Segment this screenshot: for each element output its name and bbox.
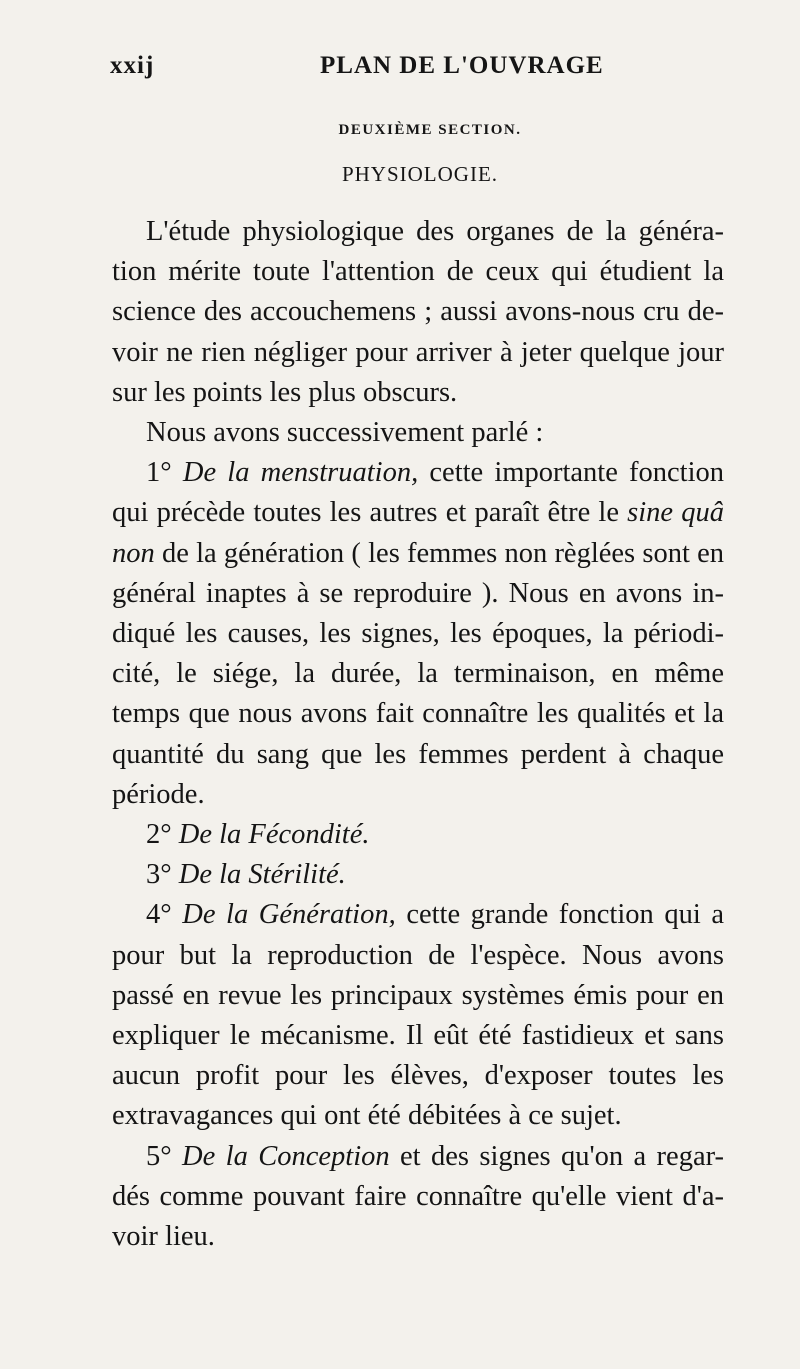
item-number: 5° [146,1140,172,1172]
item-title: De la Génération, [182,899,396,931]
item-title: De la Fécondité. [178,819,370,851]
item-title: De la Conception [182,1140,390,1172]
page-number: xxij [110,52,155,79]
item-number: 3° [146,859,172,891]
item-number: 2° [146,819,172,851]
item-number: 1° [146,457,172,489]
latin-phrase: sine quâ non [112,497,724,569]
list-item [112,1137,724,1258]
intro-paragraph: L'étude physiologique des organes de la généra-tion mérite toute l'attention de ceux qui étudient la science des accouchemens ; aussi avons-nous cru de-voir ne rien négliger pour arriver à jeter quelque jour sur les points les plus obscurs. [112,216,724,408]
item-text: et des signes qu'on a regar-dés comme pouvant faire connaître qu'elle vient d'a-voir lieu. [112,1140,725,1253]
running-head [110,52,720,92]
lead-paragraph: Nous avons successivement parlé : [146,417,544,449]
item-title: De la Stérilité. [178,859,346,891]
list-item [112,855,724,895]
item-text: de la génération ( les femmes non règlées sont en général inaptes à se reproduire ). Nous en avons in-diqué les causes, les signes, les époques, la périodi-cité, le siége, la durée, la terminaison, en même temps que nous avons fait connaître les qualités et la quantité du sang que les femmes perdent à chaque période. [112,537,725,810]
list-item [112,895,724,1136]
list-item [112,453,724,815]
item-title: De la menstruation, [182,457,419,489]
section-heading: DEUXIÈME SECTION. [338,122,522,138]
item-text: cette importante fonction qui précède toutes les autres et paraît être le [112,457,725,529]
list-item [112,815,724,855]
body-text [112,212,724,1257]
running-title: PLAN DE L'OUVRAGE [320,52,604,79]
item-text: cette grande fonction qui a pour but la reproduction de l'espèce. Nous avons passé en revue les principaux systèmes émis pour en expliquer le mécanisme. Il eût été fastidieux et sans aucun profit pour les élèves, d'exposer toutes les extravagances qui ont été débitées à ce sujet. [112,899,724,1132]
item-number: 4° [146,899,172,931]
section-subheading: PHYSIOLOGIE. [341,162,499,186]
